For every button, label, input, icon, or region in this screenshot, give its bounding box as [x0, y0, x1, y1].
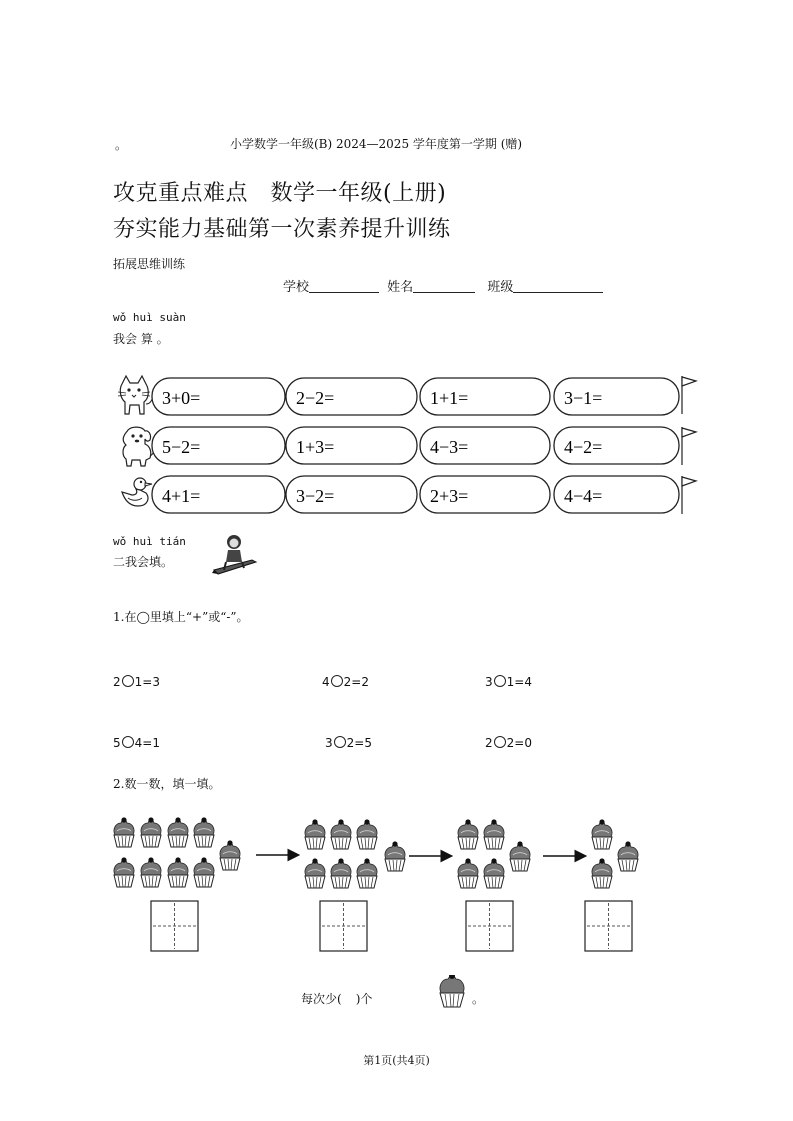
operand-rest: 4=1	[134, 736, 160, 750]
calc-expression: 1+3=	[296, 437, 335, 457]
cupcake-icon	[357, 819, 377, 849]
operand-a: 3	[325, 736, 333, 750]
class-field[interactable]	[513, 280, 603, 293]
section1-title: 我会 算 。	[113, 332, 169, 346]
calc-expression: 4−4=	[564, 486, 603, 506]
operator-circle[interactable]	[122, 675, 134, 687]
operator-circle[interactable]	[494, 675, 506, 687]
calc-expression: 3+0=	[162, 388, 201, 408]
q2-title: 2.数一数，填一填。	[113, 777, 221, 791]
cupcake-icon	[305, 858, 325, 888]
operand-rest: 1=4	[506, 675, 532, 689]
cupcake-icon	[484, 819, 504, 849]
equation-item	[325, 736, 372, 750]
operand-rest: 2=2	[343, 675, 369, 689]
cupcake-sequence	[100, 815, 660, 965]
pencil-kid-icon	[212, 532, 260, 576]
dog-icon	[123, 427, 156, 466]
calc-item[interactable]	[152, 378, 285, 415]
cupcake-icon	[385, 841, 405, 871]
section2-pinyin: wǒ huì tián	[113, 535, 186, 548]
calc-item[interactable]	[286, 378, 417, 415]
class-label: 班级	[487, 280, 514, 295]
operator-circle[interactable]	[334, 736, 346, 748]
calc-item[interactable]	[420, 427, 550, 464]
cupcake-icon	[618, 841, 638, 871]
name-label: 姓名	[387, 280, 414, 295]
calc-item[interactable]	[554, 476, 679, 513]
cupcake-icon	[141, 857, 161, 887]
calc-item[interactable]	[554, 427, 679, 464]
subtitle: 拓展思维训练	[113, 257, 186, 271]
cupcake-icon	[114, 817, 134, 847]
school-label: 学校	[283, 280, 310, 295]
operand-rest: 2=0	[506, 736, 532, 750]
operand-a: 3	[485, 675, 493, 689]
title-line-1: 攻克重点难点 数学一年级(上册)	[113, 181, 447, 206]
calc-expression: 3−2=	[296, 486, 335, 506]
calc-expression: 5−2=	[162, 437, 201, 457]
name-field[interactable]	[413, 280, 475, 293]
equation-item	[113, 736, 160, 750]
calc-expression: 1+1=	[430, 388, 469, 408]
cupcake-icon	[194, 817, 214, 847]
cupcake-icon	[331, 858, 351, 888]
page-footer: 第1页(共4页)	[363, 1054, 430, 1067]
student-info	[283, 276, 603, 295]
calc-item[interactable]	[554, 378, 679, 415]
calc-grid	[112, 370, 702, 518]
cupcake-icon	[141, 817, 161, 847]
cupcake-icon	[510, 841, 530, 871]
cupcake-icon	[114, 857, 134, 887]
cupcake-icon	[168, 817, 188, 847]
equation-item	[322, 675, 369, 689]
cupcake-icon	[194, 857, 214, 887]
calc-item[interactable]	[152, 476, 285, 513]
operand-rest: 1=3	[134, 675, 160, 689]
calc-expression: 2+3=	[430, 486, 469, 506]
operand-a: 2	[113, 675, 121, 689]
cupcake-icon	[357, 858, 377, 888]
operator-circle[interactable]	[122, 736, 134, 748]
calc-item[interactable]	[420, 378, 550, 415]
calc-item[interactable]	[286, 427, 417, 464]
school-field[interactable]	[309, 280, 379, 293]
cupcake-icon	[484, 858, 504, 888]
section2-title: 二我会填。	[113, 555, 174, 569]
q1-title: 1.在◯里填上“+”或“-”。	[113, 610, 249, 624]
calc-item[interactable]	[420, 476, 550, 513]
title-line-2: 夯实能力基础第一次素养提升训练	[113, 217, 451, 242]
calc-expression: 2−2=	[296, 388, 335, 408]
cat-icon	[118, 376, 156, 414]
cupcake-icon	[168, 857, 188, 887]
calc-expression: 4−2=	[564, 437, 603, 457]
flag-icon	[682, 376, 696, 514]
cupcake-icon	[331, 819, 351, 849]
section1-pinyin: wǒ huì suàn	[113, 311, 186, 324]
equation-item	[485, 675, 532, 689]
calc-expression: 4−3=	[430, 437, 469, 457]
operand-a: 4	[322, 675, 330, 689]
answer-box[interactable]	[585, 901, 632, 951]
answer-prefix: 每次少(	[301, 992, 342, 1006]
q2-answer	[301, 990, 372, 1007]
calc-item[interactable]	[152, 427, 285, 464]
answer-box[interactable]	[151, 901, 198, 951]
duck-icon	[122, 478, 152, 506]
cupcake-icon	[458, 858, 478, 888]
equation-item	[113, 675, 160, 689]
cupcake-icon	[458, 819, 478, 849]
cupcake-icon	[305, 819, 325, 849]
answer-suffix: )个	[355, 992, 373, 1006]
equation-item	[485, 736, 532, 750]
cupcake-icon	[436, 975, 468, 1009]
header-text: 小学数学一年级(B) 2024—2025 学年度第一学期 (赠)	[230, 137, 523, 151]
calc-expression: 3−1=	[564, 388, 603, 408]
answer-box[interactable]	[466, 901, 513, 951]
operator-circle[interactable]	[331, 675, 343, 687]
answer-box[interactable]	[320, 901, 367, 951]
cupcake-icon	[592, 858, 612, 888]
calc-expression: 4+1=	[162, 486, 201, 506]
operator-circle[interactable]	[494, 736, 506, 748]
operand-a: 2	[485, 736, 493, 750]
operand-rest: 2=5	[346, 736, 372, 750]
cupcake-icon	[220, 840, 240, 870]
answer-end: 。	[472, 992, 485, 1006]
operand-a: 5	[113, 736, 121, 750]
cupcake-icon	[592, 819, 612, 849]
header-dot: 。	[115, 138, 128, 152]
calc-item[interactable]	[286, 476, 417, 513]
